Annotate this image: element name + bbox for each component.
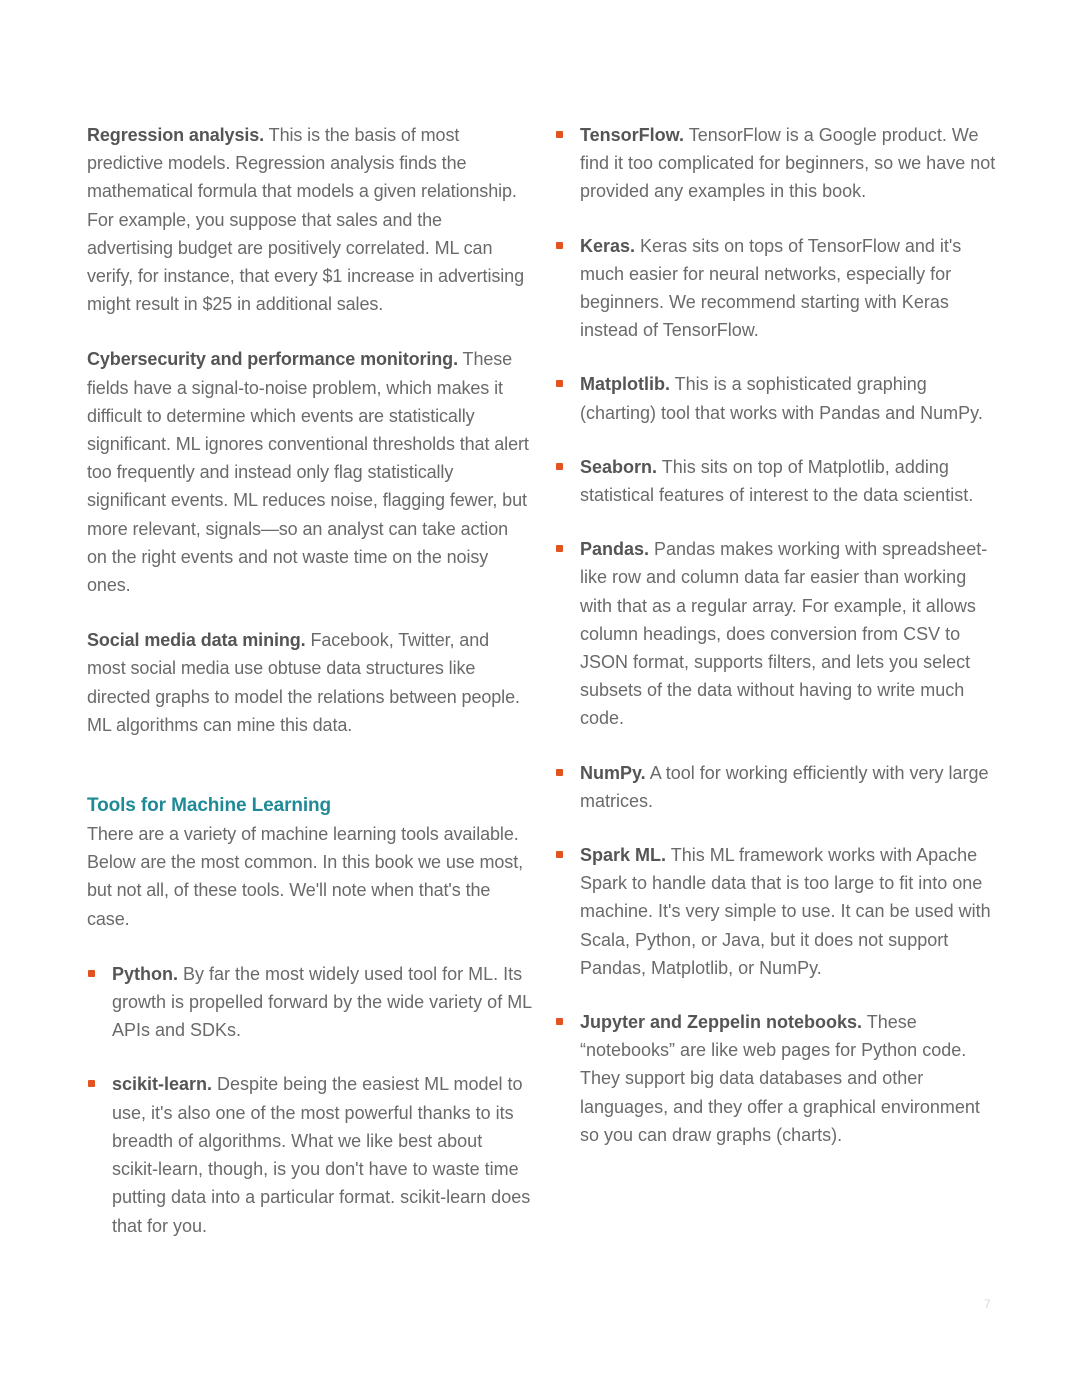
tool-description: Keras sits on tops of TensorFlow and it's much easier for neural networks, especially for beginners. We recommend starting with Keras instead of TensorFlow.	[580, 235, 962, 341]
paragraph-lead: Social media data mining.	[87, 630, 306, 651]
tool-name: Python.	[112, 963, 178, 984]
paragraph-lead: Regression analysis.	[87, 125, 265, 145]
tool-name: Pandas.	[580, 539, 650, 560]
bullet-icon	[556, 545, 563, 552]
tool-name: Jupyter and Zeppelin notebooks.	[580, 1012, 863, 1033]
tool-name: Matplotlib.	[580, 374, 670, 395]
tool-description: Pandas makes working with spreadsheet-like row and column data far easier than working with that as a regular array. For example, it allows column headings, does conversion from CSV to JSON format, supports filters, and lets you select subsets of the data without having to write much code.	[580, 539, 988, 729]
tool-description: Despite being the easiest ML model to use, it's also one of the most powerful thanks to its breadth of algorithms. What we like best about scikit-learn, though, is you don't have to waste time putting data into a particular format. scikit-learn does that for you.	[112, 1074, 531, 1236]
tool-description: This sits on top of Matplotlib, adding statistical features of interest to the data scientist.	[580, 456, 974, 506]
list-item-tensorflow	[555, 121, 1000, 206]
list-item-numpy	[555, 759, 1000, 815]
list-item-keras	[555, 232, 1000, 345]
bullet-icon	[556, 380, 563, 387]
tool-description: This is a sophisticated graphing (charting) tool that works with Pandas and NumPy.	[580, 374, 983, 423]
bullet-icon	[88, 970, 95, 977]
tool-description: This ML framework works with Apache Spark to handle data that is too large to fit into one machine. It's very simple to use. It can be used with Scala, Python, or Java, but it does not support Pandas, Matplotlib, or NumPy.	[580, 845, 991, 978]
paragraph-cybersecurity	[87, 345, 532, 599]
tool-description: These “notebooks” are like web pages for Python code. They support big data databases and other languages, and they offer a graphical environment so you can draw graphs (charts).	[580, 1012, 980, 1145]
list-item-spark-ml	[555, 841, 1000, 982]
bullet-icon	[556, 131, 563, 138]
paragraph-lead: Cybersecurity and performance monitoring.	[87, 349, 458, 370]
bullet-icon	[88, 1080, 95, 1087]
bullet-icon	[556, 769, 563, 776]
tool-name: scikit-learn.	[112, 1074, 213, 1095]
tool-description: TensorFlow is a Google product. We find it too complicated for beginners, so we have not provided any examples in this book.	[580, 125, 996, 202]
tool-description: By far the most widely used tool for ML. Its growth is propelled forward by the wide variety of ML APIs and SDKs.	[112, 963, 532, 1041]
tool-name: Keras.	[580, 235, 636, 256]
tools-list-left	[87, 960, 532, 1240]
tools-list-right	[555, 121, 1000, 1149]
paragraph-social-media	[87, 626, 532, 739]
left-column	[87, 121, 532, 1266]
list-item-python	[87, 960, 532, 1045]
paragraph-text: This is the basis of most predictive models. Regression analysis finds the mathematical formula that models a given relationship. For example, you suppose that sales and the advertising budget are positively correlated. ML can verify, for instance, that every $1 increase in advertising might result in $25 in additional sales.	[87, 125, 524, 315]
list-item-seaborn	[555, 453, 1000, 509]
section-intro: There are a variety of machine learning tools available. Below are the most common. In this book we use most, but not all, of these tools. We'll note when that's the case.	[87, 824, 523, 929]
bullet-icon	[556, 463, 563, 470]
list-item-scikit-learn	[87, 1070, 532, 1239]
tool-name: Spark ML.	[580, 845, 667, 866]
section-heading: Tools for Machine Learning	[87, 795, 332, 817]
list-item-matplotlib	[555, 370, 1000, 426]
tool-description: A tool for working efficiently with very large matrices.	[580, 762, 989, 811]
bullet-icon	[556, 851, 563, 858]
bullet-icon	[556, 1018, 563, 1025]
list-item-pandas	[555, 535, 1000, 732]
paragraph-text: These fields have a signal-to-noise problem, which makes it difficult to determine which events are statistically significant. ML ignores conventional thresholds that alert too frequently and instead only flag statistically significant events. ML reduces noise, flagging fewer, but more relevant, signals—so an analyst can take action on the right events and not waste time on the noisy ones.	[87, 349, 529, 596]
bullet-icon	[556, 242, 563, 249]
tool-name: TensorFlow.	[580, 125, 685, 145]
tool-name: Seaborn.	[580, 456, 658, 477]
page-number: 7	[984, 1297, 991, 1311]
paragraph-regression-analysis	[87, 121, 532, 318]
list-item-jupyter-zeppelin	[555, 1008, 1000, 1149]
right-column	[555, 121, 1000, 1175]
paragraph-text: Facebook, Twitter, and most social media use obtuse data structures like directed graphs to model the relations between people. ML algorithms can mine this data.	[87, 630, 520, 735]
tool-name: NumPy.	[580, 762, 646, 783]
